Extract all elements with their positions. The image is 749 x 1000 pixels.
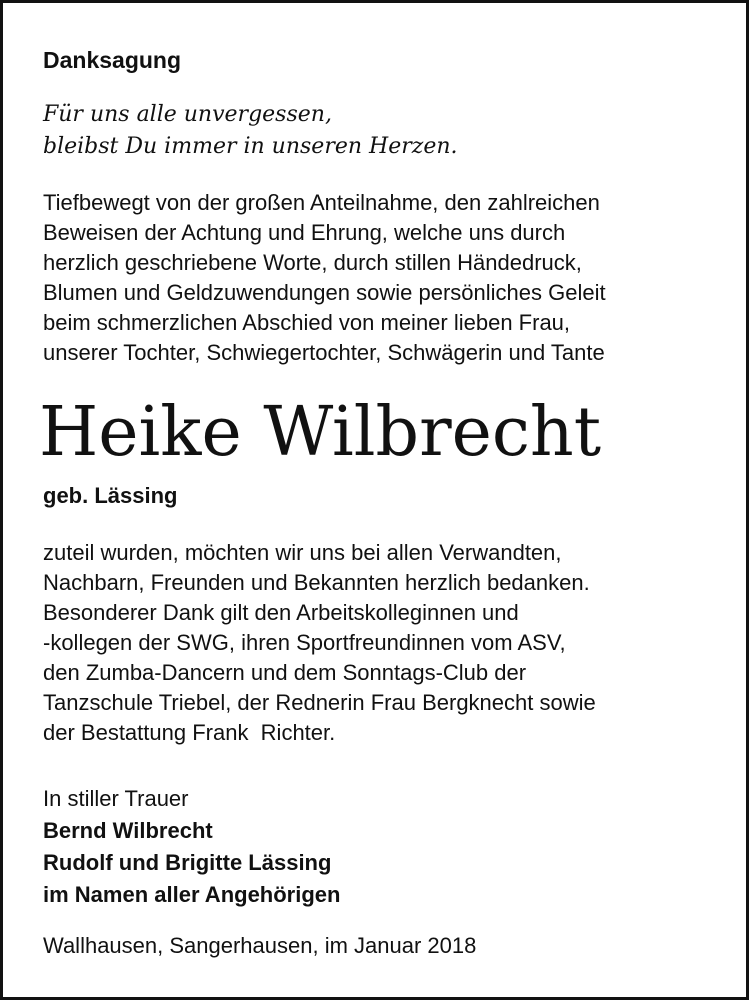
place-date: Wallhausen, Sangerhausen, im Januar 2018 — [43, 933, 477, 958]
text-line: der Bestattung Frank Richter. — [43, 720, 336, 745]
maiden-name: geb. Lässing — [43, 483, 178, 508]
text-line: beim schmerzlichen Abschied von meiner lieben Frau, — [43, 310, 571, 335]
motto-line: Für uns alle unvergessen, — [43, 102, 332, 127]
text-line: den Zumba-Dancern und dem Sonntags-Club der — [43, 660, 527, 685]
text-line: Tanzschule Triebel, der Rednerin Frau Bergknecht sowie — [43, 690, 596, 715]
motto — [43, 99, 458, 163]
motto-line: bleibst Du immer in unseren Herzen. — [43, 134, 458, 159]
text-line: zuteil wurden, möchten wir uns bei allen Verwandten, — [43, 540, 562, 565]
text-line: herzlich geschriebene Worte, durch stillen Händedruck, — [43, 250, 582, 275]
mourning-intro: In stiller Trauer — [43, 786, 189, 811]
text-line: Besonderer Dank gilt den Arbeitskolleginnen und — [43, 600, 519, 625]
deceased-name: Heike Wilbrecht — [39, 393, 602, 472]
signatory: Bernd Wilbrecht — [43, 818, 213, 843]
text-line: -kollegen der SWG, ihren Sportfreundinnen vom ASV, — [43, 630, 566, 655]
text-line: Tiefbewegt von der großen Anteilnahme, den zahlreichen — [43, 190, 600, 215]
text-line: Blumen und Geldzuwendungen sowie persönliches Geleit — [43, 280, 606, 305]
signature-block — [43, 783, 340, 911]
signatory: Rudolf und Brigitte Lässing — [43, 850, 332, 875]
thanks-paragraph — [43, 538, 596, 748]
intro-paragraph — [43, 188, 606, 368]
text-line: Nachbarn, Freunden und Bekannten herzlich bedanken. — [43, 570, 590, 595]
signatory: im Namen aller Angehörigen — [43, 882, 341, 907]
notice-heading: Danksagung — [43, 47, 182, 73]
text-line: Beweisen der Achtung und Ehrung, welche uns durch — [43, 220, 566, 245]
text-line: unserer Tochter, Schwiegertochter, Schwägerin und Tante — [43, 340, 605, 365]
